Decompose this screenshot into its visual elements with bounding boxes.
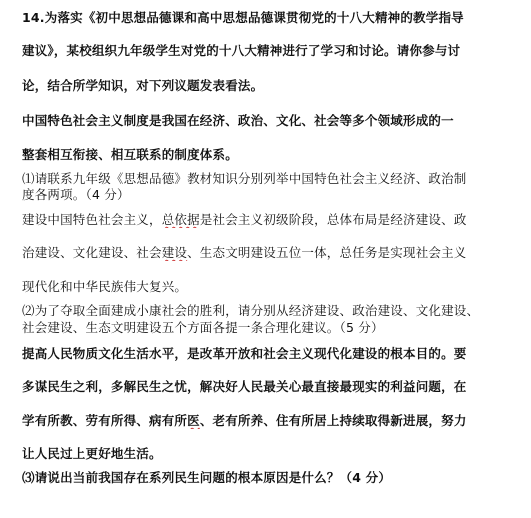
answer-text: 是社会主义初级阶段，总体布局是经济建设、政 [199, 212, 467, 227]
question-intro-line-2: 建议》，某校组织九年级学生对党的十八大精神进行了学习和讨论。请你参与讨 [22, 43, 461, 58]
spellcheck-underlined-text: 医 [187, 413, 200, 428]
material-line-1: 中国特色社会主义制度是我国在经济、政治、文化、社会等多个领域形成的一 [22, 113, 454, 128]
material-line-2: 整套相互衔接、相互联系的制度体系。 [22, 147, 238, 162]
sub2-answer-line-1: 提高人民物质文化生活水平，是改革开放和社会主义现代化建设的根本目的。要 [22, 346, 467, 361]
answer-text: 学有所教、劳有所得、病有所 [22, 413, 188, 428]
sub1-answer-line-3: 现代化和中华民族伟大复兴。 [22, 279, 188, 294]
sub2-answer-line-4: 让人民过上更好地生活。 [22, 446, 162, 461]
answer-text: 、生态文明建设五位一体，总任务是实现社会主义 [187, 245, 467, 260]
sub2-answer-line-3 [22, 413, 522, 429]
question-intro-line-3: 论，结合所学知识，对下列议题发表看法。 [22, 78, 264, 93]
spellcheck-underlined-text: 总依据 [161, 212, 200, 227]
answer-text: 治建设、文化建设、社会 [22, 245, 162, 260]
sub3-prompt: ⑶请说出当前我国存在系列民生问题的根本原因是什么？（4 分） [22, 470, 392, 485]
sub2-answer-line-2: 多谋民生之利，多解民生之忧，解决好人民最关心最直接最现实的利益问题，在 [22, 379, 467, 394]
answer-text: 、老有所养、住有所居上持续取得新进展，努力 [199, 413, 467, 428]
sub1-answer-line-2 [22, 245, 522, 261]
spellcheck-underlined-text: 建设 [161, 245, 188, 260]
sub1-prompt-line-2: 度各两项。（4 分） [22, 187, 130, 202]
sub1-prompt-line-1: ⑴请联系九年级《思想品德》教材知识分别列举中国特色社会主义经济、政治制 [22, 171, 467, 186]
sub1-answer-line-1 [22, 212, 522, 228]
sub2-prompt-line-2: 社会建设、生态文明建设五个方面各提一条合理化建议。（5 分） [22, 320, 384, 335]
answer-text: 建设中国特色社会主义， [22, 212, 162, 227]
sub2-prompt-line-1: ⑵为了夺取全面建成小康社会的胜利，请分别从经济建设、政治建设、文化建设、 [22, 303, 480, 318]
question-intro-line-1: 14.为落实《初中思想品德课和高中思想品德课贯彻党的十八大精神的教学指导 [22, 10, 464, 25]
